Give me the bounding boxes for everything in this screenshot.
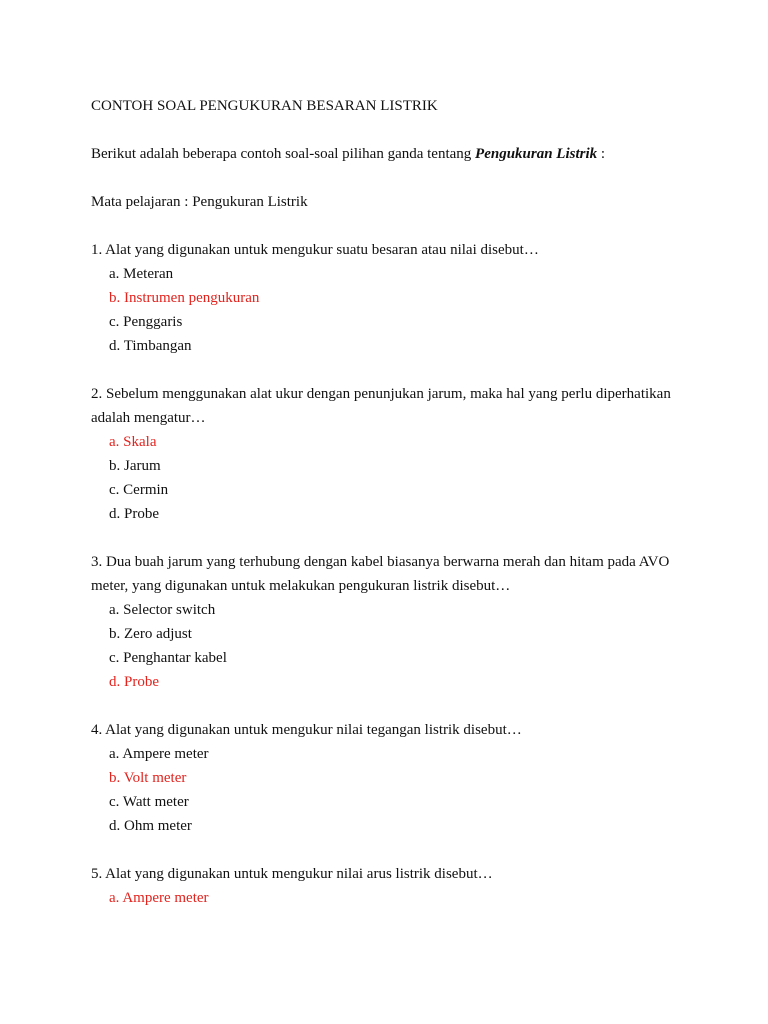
option-b: b. Instrumen pengukuran (109, 290, 260, 306)
question-5 (91, 862, 691, 910)
question-text: 5. Alat yang digunakan untuk mengukur nilai arus listrik disebut… (91, 866, 493, 882)
question-4 (91, 718, 691, 838)
option-d: d. Probe (109, 506, 159, 522)
option-c: c. Watt meter (109, 794, 189, 810)
option-d: d. Ohm meter (109, 818, 192, 834)
option-c: c. Penghantar kabel (109, 650, 227, 666)
subject-line: Mata pelajaran : Pengukuran Listrik (91, 194, 308, 210)
option-list (91, 430, 691, 526)
option-b: b. Volt meter (109, 770, 187, 786)
option-a: a. Meteran (109, 266, 174, 282)
option-list (91, 262, 691, 358)
intro-suffix: : (597, 146, 606, 162)
question-2 (91, 382, 691, 526)
option-d: d. Probe (109, 674, 159, 690)
intro-emphasis: Pengukuran Listrik (475, 146, 598, 162)
option-a: a. Skala (109, 434, 157, 450)
option-a: a. Ampere meter (109, 746, 209, 762)
option-c: c. Cermin (109, 482, 169, 498)
option-list (91, 742, 691, 838)
option-b: b. Zero adjust (109, 626, 192, 642)
question-text: 3. Dua buah jarum yang terhubung dengan kabel biasanya berwarna merah dan hitam pada AVO meter, yang digunakan untuk melakukan pengukuran listrik disebut… (91, 554, 670, 594)
question-text: 2. Sebelum menggunakan alat ukur dengan penunjukan jarum, maka hal yang perlu diperhatikan adalah mengatur… (91, 386, 671, 426)
option-d: d. Timbangan (109, 338, 192, 354)
question-3 (91, 550, 691, 694)
question-text: 1. Alat yang digunakan untuk mengukur suatu besaran atau nilai disebut… (91, 242, 539, 258)
question-text: 4. Alat yang digunakan untuk mengukur nilai tegangan listrik disebut… (91, 722, 522, 738)
document-title: CONTOH SOAL PENGUKURAN BESARAN LISTRIK (91, 98, 438, 114)
option-a: a. Selector switch (109, 602, 216, 618)
option-b: b. Jarum (109, 458, 161, 474)
question-1 (91, 238, 691, 358)
option-c: c. Penggaris (109, 314, 183, 330)
intro-paragraph (91, 142, 768, 166)
intro-prefix: Berikut adalah beberapa contoh soal-soal pilihan ganda tentang (91, 146, 476, 162)
option-list (91, 598, 691, 694)
option-a: a. Ampere meter (109, 890, 209, 906)
option-list (91, 886, 691, 910)
